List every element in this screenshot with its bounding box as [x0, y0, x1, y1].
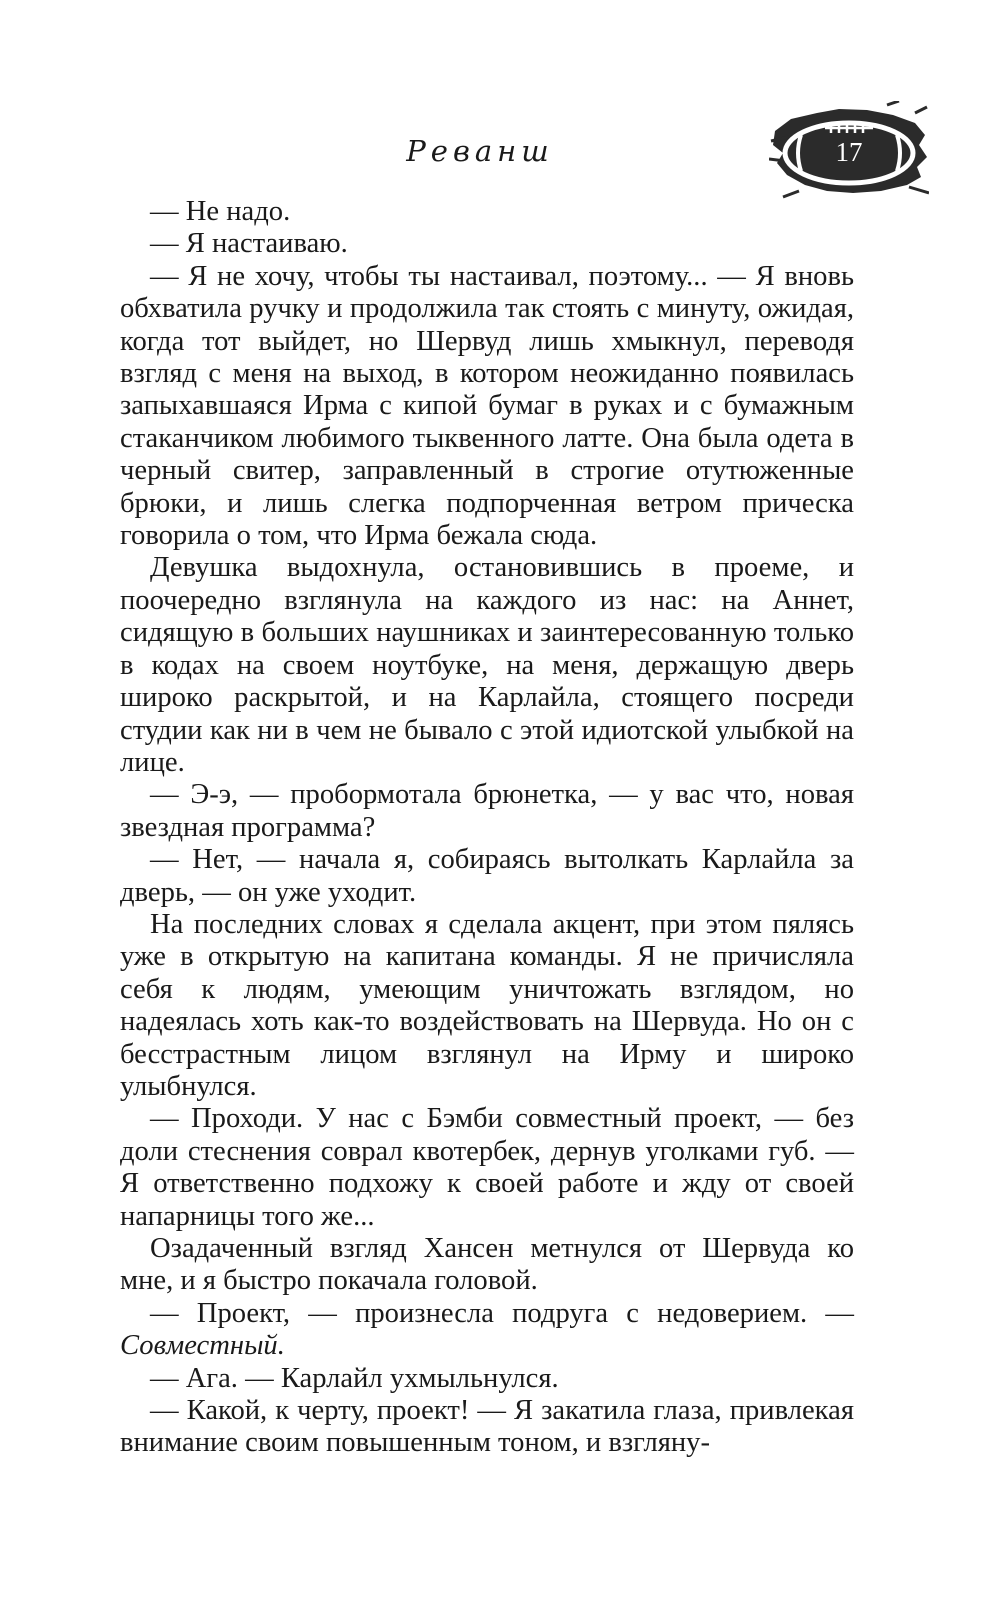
running-title: Реванш: [406, 134, 554, 168]
italic-word: Совместный: [120, 1330, 278, 1362]
paragraph: Озадаченный взгляд Хансен метнулся от Шервуда ко мне, и я быстро покачала головой.: [120, 1233, 854, 1297]
page-number-badge: [769, 101, 929, 201]
paragraph: [120, 1298, 854, 1363]
body-text: [120, 196, 854, 1460]
paragraph: — Я не хочу, чтобы ты настаивал, поэтому... — Я вновь обхватила ручку и продолжила так стоять с минуту, ожидая, когда тот выйдет, но Шервуд лишь хмыкнул, переводя взгляд с меня на выход, в котором неожиданно появилась запыхавшаяся Ирма с кипой бумаг в руках и с бумажным стаканчиком любимого тыквенного латте. Она была одета в черный свитер, заправленный в строгие отутюженные брюки, и лишь слегка подпорченная ветром прическа говорила о том, что Ирма бежала сюда.: [120, 260, 854, 552]
paragraph: — Не надо.: [150, 196, 291, 227]
paragraph: — Э-э, — пробормотала брюнетка, — у вас что, новая звездная программа?: [120, 779, 854, 843]
italic-punctuation: .: [277, 1330, 285, 1362]
paragraph: — Нет, — начала я, собираясь вытолкать Карлайла за дверь, — он уже уходит.: [120, 844, 854, 908]
paragraph: — Я настаиваю.: [150, 228, 348, 260]
paragraph: На последних словах я сделала акцент, при этом пялясь уже в открытую на капитана команды. Я не причисляла себя к людям, умеющим уничтожать взглядом, но надеялась хоть как-то воздействовать на Шервуда. Но он с бесстрастным лицом взглянул на Ирму и широко улыбнулся.: [120, 908, 854, 1102]
paragraph: — Ага. — Карлайл ухмыльнулся.: [150, 1362, 559, 1394]
page-number: 17: [835, 137, 863, 167]
paragraph: — Проходи. У нас с Бэмби совместный проект, — без доли стеснения соврал квотербек, дернув уголками губ. — Я ответственно подхожу к своей работе и жду от своей напарницы того же...: [120, 1103, 854, 1232]
paragraph: Девушка выдохнула, остановившись в проеме, и поочередно взглянула на каждого из нас: на Аннет, сидящую в больших наушниках и заинтересованную только в кодах на своем ноутбуке, на меня, держащую дверь широко раскрытой, и на Карлайла, стоящего посреди студии как ни в чем не бывало с этой идиотской улыбкой на лице.: [120, 552, 854, 778]
paragraph-text: — Проект, — произнесла подруга с недоверием. —: [150, 1297, 854, 1329]
paragraph: — Какой, к черту, проект! — Я закатила глаза, привлекая внимание своим повышенным тоном, и взгляну-: [120, 1395, 854, 1459]
